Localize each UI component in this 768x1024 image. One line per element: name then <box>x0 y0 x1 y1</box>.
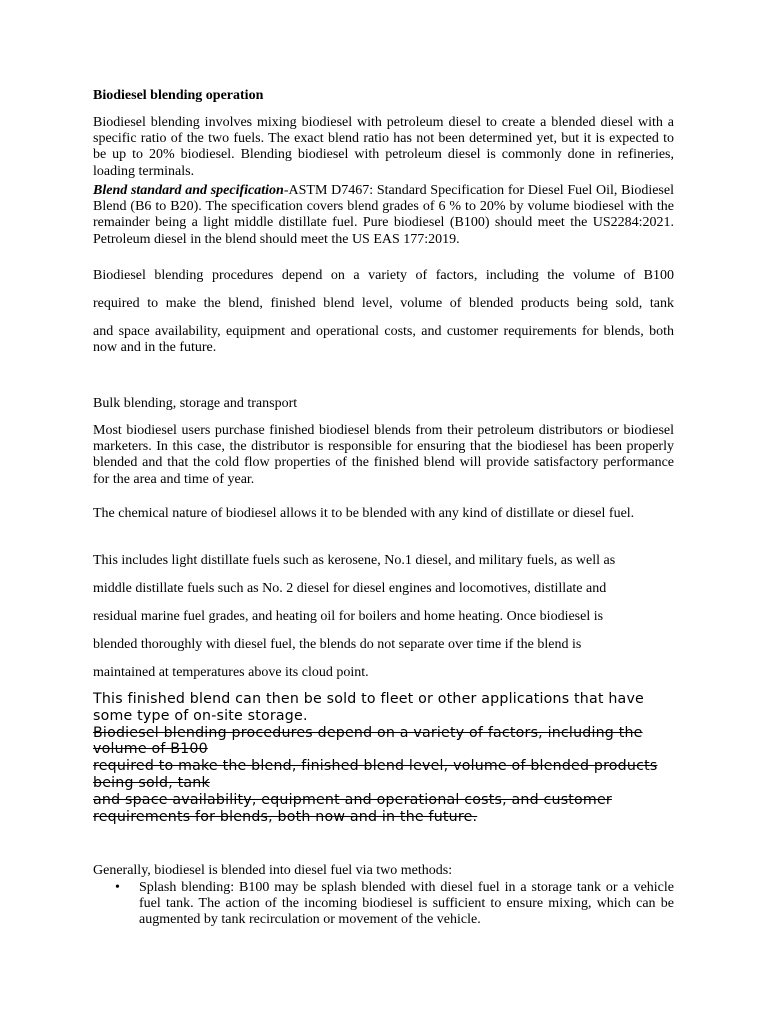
procedures-line: and space availability, equipment and operational costs, and customer requirements for blends, both now and in the future. <box>93 324 674 356</box>
struck-text: Biodiesel blending procedures depend on a variety of factors, including the volume of B100 <box>93 724 643 758</box>
procedures-line: Biodiesel blending procedures depend on a variety of factors, including the volume of B100 <box>93 268 674 283</box>
includes-line: This includes light distillate fuels such as kerosene, No.1 diesel, and military fuels, as well as <box>93 553 616 568</box>
methods-list <box>93 880 674 929</box>
standard-text: -ASTM D7467: Standard Specification for Diesel Fuel Oil, Biodiesel Blend (B6 to B20). The specification covers blend grades of 6 % to 20% by volume biodiesel with the remainder being a light middle distillate fuel. Pure biodiesel (B100) should meet the US2284:2021. Petroleum diesel in the blend should meet the US EAS 177:2019. <box>93 183 674 247</box>
bullet-icon: • <box>115 880 120 895</box>
struck-text: and space availability, equipment and operational costs, and customer requirements for blends, both now and in the future. <box>93 791 612 825</box>
includes-line: residual marine fuel grades, and heating oil for boilers and home heating. Once biodiesel is <box>93 609 604 624</box>
includes-paragraph <box>93 547 674 687</box>
methods-intro: Generally, biodiesel is blended into diesel fuel via two methods: <box>93 863 453 878</box>
procedures-line: required to make the blend, finished blend level, volume of blended products being sold, tank <box>93 296 674 311</box>
includes-line: blended thoroughly with diesel fuel, the blends do not separate over time if the blend is <box>93 637 582 652</box>
bulk-paragraph: Most biodiesel users purchase finished biodiesel blends from their petroleum distributors or biodiesel marketers. In this case, the distributor is responsible for ensuring that the biodiesel has been properly blended and that the cold flow properties of the finished blend will provide satisfactory performance for the area and time of year. <box>93 423 674 487</box>
standard-label: Blend standard and specification <box>93 183 284 198</box>
chemical-paragraph: The chemical nature of biodiesel allows it to be blended with any kind of distillate or diesel fuel. <box>93 506 635 521</box>
includes-line: maintained at temperatures above its cloud point. <box>93 665 369 680</box>
document-title: Biodiesel blending operation <box>93 88 264 103</box>
finished-blend-block <box>93 691 674 825</box>
standard-paragraph <box>93 183 674 248</box>
finished-blend-text: This finished blend can then be sold to fleet or other applications that have some type of on-site storage. <box>93 691 644 724</box>
list-item <box>93 880 674 929</box>
bulk-heading: Bulk blending, storage and transport <box>93 396 298 411</box>
includes-line: middle distillate fuels such as No. 2 diesel for diesel engines and locomotives, distillate and <box>93 581 607 596</box>
intro-paragraph: Biodiesel blending involves mixing biodiesel with petroleum diesel to create a blended diesel with a specific ratio of the two fuels. The exact blend ratio has not been determined yet, but it is expected to be up to 20% biodiesel. Blending biodiesel with petroleum diesel is commonly done in refineries, loading terminals. <box>93 115 674 179</box>
list-item-text: Splash blending: B100 may be splash blended with diesel fuel in a storage tank or a vehicle fuel tank. The action of the incoming biodiesel is sufficient to ensure mixing, which can be augmented by tank recirculation or movement of the vehicle. <box>139 880 674 928</box>
struck-text: required to make the blend, finished blend level, volume of blended products being sold, tank <box>93 758 658 791</box>
procedures-paragraph <box>93 262 674 356</box>
